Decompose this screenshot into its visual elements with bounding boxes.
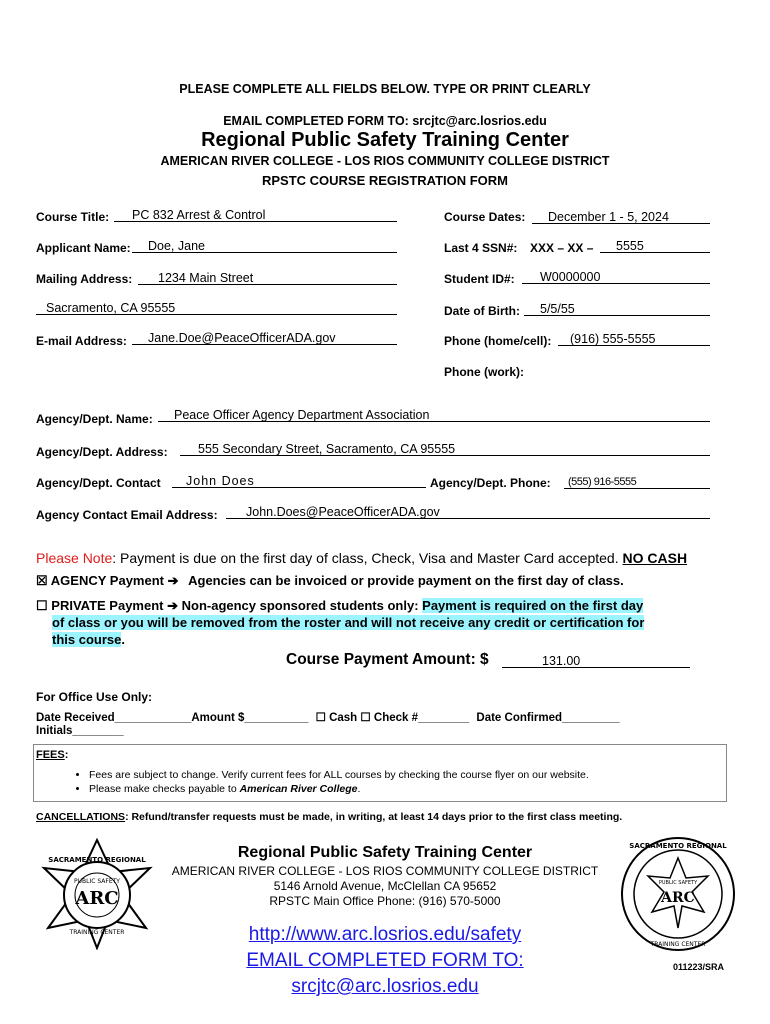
office-use-row bbox=[36, 710, 620, 724]
payment-note bbox=[36, 550, 687, 566]
student-id-field[interactable]: W0000000 bbox=[522, 270, 710, 284]
svg-text:ARC: ARC bbox=[661, 890, 695, 906]
private-payment-row: ☐ PRIVATE Payment ➔ Non-agency sponsored students only: Payment is required on the first day of class or you will be removed from the roster and will not receive any credit or certification for this course. bbox=[36, 598, 645, 647]
ssn-label: Last 4 SSN#: bbox=[444, 241, 518, 255]
footer-email-wrap bbox=[0, 950, 770, 972]
footer-email-label[interactable]: EMAIL COMPLETED FORM TO: bbox=[246, 950, 524, 971]
agency-payment-label: AGENCY Payment ➔ bbox=[50, 573, 179, 588]
course-title-label: Course Title: bbox=[36, 210, 110, 224]
website-link[interactable]: http://www.arc.losrios.edu/safety bbox=[248, 924, 522, 945]
footer-college: AMERICAN RIVER COLLEGE - LOS RIOS COMMUNITY COLLEGE DISTRICT bbox=[171, 864, 599, 878]
svg-text:TRAINING CENTER: TRAINING CENTER bbox=[650, 941, 706, 948]
payment-amount-label: Course Payment Amount: $ bbox=[286, 651, 489, 668]
agency-payment-checkbox[interactable]: ☒ bbox=[36, 573, 48, 588]
agency-email-label: Agency Contact Email Address: bbox=[36, 508, 218, 522]
footer-link-wrap bbox=[0, 924, 770, 946]
phone-home-field[interactable]: (916) 555-5555 bbox=[558, 332, 710, 346]
phone-work-label: Phone (work): bbox=[444, 365, 524, 379]
agency-payment-text: Agencies can be invoiced or provide payment on the first day of class. bbox=[188, 573, 624, 588]
applicant-name-label: Applicant Name: bbox=[36, 241, 131, 255]
private-payment-warning-1: Payment is required on the first day bbox=[422, 598, 644, 613]
footer-address: 5146 Arnold Avenue, McClellan CA 95652 bbox=[273, 879, 497, 893]
private-payment-warning-2: of class or you will be removed from the roster and will not receive any credit or certification for bbox=[52, 615, 645, 630]
form-code: 011223/SRA bbox=[673, 962, 725, 972]
agency-phone-field[interactable]: (555) 916-5555 bbox=[564, 475, 710, 489]
svg-text:ARC: ARC bbox=[75, 888, 119, 909]
phone-home-label: Phone (home/cell): bbox=[444, 334, 552, 348]
footer-email-addr-wrap bbox=[0, 976, 770, 998]
college-subtitle: AMERICAN RIVER COLLEGE - LOS RIOS COMMUNITY COLLEGE DISTRICT bbox=[160, 154, 610, 168]
dob-field[interactable]: 5/5/55 bbox=[524, 302, 710, 316]
note-label: Please Note bbox=[36, 550, 113, 566]
svg-text:SACRAMENTO REGIONAL: SACRAMENTO REGIONAL bbox=[48, 856, 146, 864]
agency-name-field[interactable]: Peace Officer Agency Department Association bbox=[158, 408, 710, 422]
agency-payment-row bbox=[36, 573, 624, 589]
footer-email-link[interactable]: srcjtc@arc.losrios.edu bbox=[291, 976, 479, 997]
student-id-label: Student ID#: bbox=[444, 272, 515, 286]
form-title: RPSTC COURSE REGISTRATION FORM bbox=[261, 173, 509, 188]
agency-phone-label: Agency/Dept. Phone: bbox=[430, 476, 551, 490]
fees-list bbox=[34, 767, 589, 797]
agency-address-field[interactable]: 555 Secondary Street, Sacramento, CA 95555 bbox=[180, 442, 710, 456]
email-address-label: E-mail Address: bbox=[36, 334, 127, 348]
city-state-zip-field[interactable]: Sacramento, CA 95555 bbox=[36, 301, 397, 315]
email-instruction: EMAIL COMPLETED FORM TO: srcjtc@arc.losrios.edu bbox=[223, 114, 547, 128]
agency-contact-label: Agency/Dept. Contact bbox=[36, 476, 161, 490]
mailing-address-field[interactable]: 1234 Main Street bbox=[138, 271, 397, 285]
date-received-field[interactable]: Date Received____________ bbox=[36, 712, 192, 724]
applicant-name-field[interactable]: Doe, Jane bbox=[132, 239, 397, 253]
footer-title: Regional Public Safety Training Center bbox=[237, 844, 533, 861]
private-payment-checkbox[interactable]: ☐ bbox=[36, 598, 48, 613]
page-title: Regional Public Safety Training Center bbox=[201, 129, 569, 151]
fees-item: • Please make checks payable to American River College. bbox=[89, 783, 589, 795]
ssn-mask: XXX – XX – bbox=[530, 241, 594, 255]
course-dates-field[interactable]: December 1 - 5, 2024 bbox=[532, 210, 710, 224]
cancellations-heading: CANCELLATIONS bbox=[36, 811, 126, 823]
email-address-field[interactable]: Jane.Doe@PeaceOfficerADA.gov bbox=[132, 331, 397, 345]
ssn-last4-field[interactable]: 5555 bbox=[600, 239, 710, 253]
note-text: : Payment is due on the first day of class, Check, Visa and Master Card accepted. bbox=[112, 550, 619, 566]
office-use-title: For Office Use Only: bbox=[36, 690, 153, 704]
footer-phone: RPSTC Main Office Phone: (916) 570-5000 bbox=[269, 894, 501, 908]
instruction-text: PLEASE COMPLETE ALL FIELDS BELOW. TYPE OR PRINT CLEARLY bbox=[179, 82, 591, 96]
payment-amount-field[interactable]: 131.00 bbox=[502, 654, 690, 668]
cash-checkbox[interactable]: ☐ Cash bbox=[315, 712, 358, 724]
cancellations-policy: CANCELLATIONS: Refund/transfer requests must be made, in writing, at least 14 days prior to the first class meeting. bbox=[36, 811, 623, 823]
course-title-field[interactable]: PC 832 Arrest & Control bbox=[114, 208, 397, 222]
dob-label: Date of Birth: bbox=[444, 304, 520, 318]
fees-item: • Fees are subject to change. Verify current fees for ALL courses by checking the course flyer on our website. bbox=[89, 769, 589, 781]
private-payment-label: PRIVATE Payment ➔ Non-agency sponsored students only: bbox=[51, 598, 419, 613]
initials-field[interactable]: Initials________ bbox=[36, 725, 124, 737]
agency-contact-field[interactable]: John Does bbox=[172, 474, 426, 488]
private-payment-warning-3: this course bbox=[52, 632, 122, 647]
svg-text:PUBLIC SAFETY: PUBLIC SAFETY bbox=[74, 878, 120, 885]
course-dates-label: Course Dates: bbox=[444, 210, 526, 224]
mailing-address-label: Mailing Address: bbox=[36, 272, 133, 286]
svg-text:SACRAMENTO REGIONAL: SACRAMENTO REGIONAL bbox=[629, 842, 727, 850]
fees-heading: FEES: bbox=[36, 749, 69, 761]
agency-address-label: Agency/Dept. Address: bbox=[36, 445, 168, 459]
agency-email-field[interactable]: John.Does@PeaceOfficerADA.gov bbox=[226, 505, 710, 519]
date-confirmed-field[interactable]: Date Confirmed_________ bbox=[476, 712, 620, 724]
fees-box bbox=[33, 744, 727, 802]
check-checkbox[interactable]: ☐ Check #________ bbox=[360, 712, 470, 724]
agency-name-label: Agency/Dept. Name: bbox=[36, 412, 153, 426]
no-cash-text: NO CASH bbox=[622, 550, 688, 566]
svg-text:TRAINING CENTER: TRAINING CENTER bbox=[69, 929, 125, 936]
amount-field[interactable]: Amount $__________ bbox=[191, 712, 309, 724]
svg-text:PUBLIC SAFETY: PUBLIC SAFETY bbox=[658, 880, 698, 886]
